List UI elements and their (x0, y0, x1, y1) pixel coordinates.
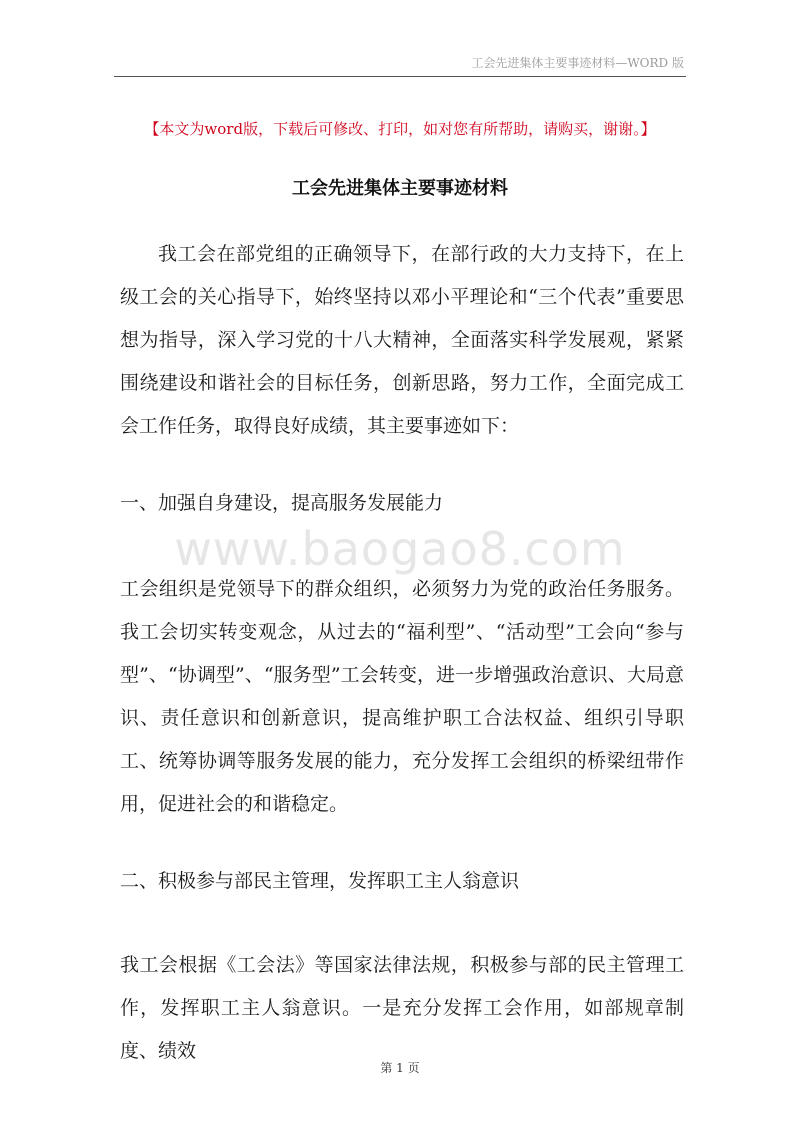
header-divider (114, 76, 686, 77)
section-2-heading: 二、积极参与部民主管理，发挥职工主人翁意识 (120, 870, 520, 892)
section-2-body: 我工会根据《工会法》等国家法律法规，积极参与部的民主管理工作，发挥职工主人翁意识。一是充分发挥工会作用，如部规章制度、绩效 (120, 954, 684, 1062)
intro-paragraph: 我工会在部党组的正确领导下，在部行政的大力支持下，在上级工会的关心指导下，始终坚持以邓小平理论和“三个代表”重要思想为指导，深入学习党的十八大精神，全面落实科学发展观，紧紧围绕建设和谐社会的目标任务，创新思路，努力工作，全面完成工会工作任务，取得良好成绩，其主要事迹如下： (120, 243, 684, 437)
page-number: 第 1 页 (380, 1061, 420, 1075)
running-header: 工会先进集体主要事迹材料—WORD 版 (471, 56, 684, 70)
document-title: 工会先进集体主要事迹材料 (292, 178, 508, 199)
watermark: www.baogao8.com (174, 522, 626, 576)
section-1-heading: 一、加强自身建设，提高服务发展能力 (120, 492, 444, 514)
section-1-body: 工会组织是党领导下的群众组织，必须努力为党的政治任务服务。我工会切实转变观念，从过去的“福利型”、“活动型”工会向“参与型”、“协调型”、“服务型”工会转变，进一步增强政治意识、大局意识、责任意识和创新意识，提高维护职工合法权益、组织引导职工、统筹协调等服务发展的能力，充分发挥工会组织的桥梁纽带作用，促进社会的和谐稳定。 (120, 578, 684, 815)
purchase-notice: 【本文为word版，下载后可修改、打印，如对您有所帮助，请购买，谢谢。】 (144, 120, 656, 138)
